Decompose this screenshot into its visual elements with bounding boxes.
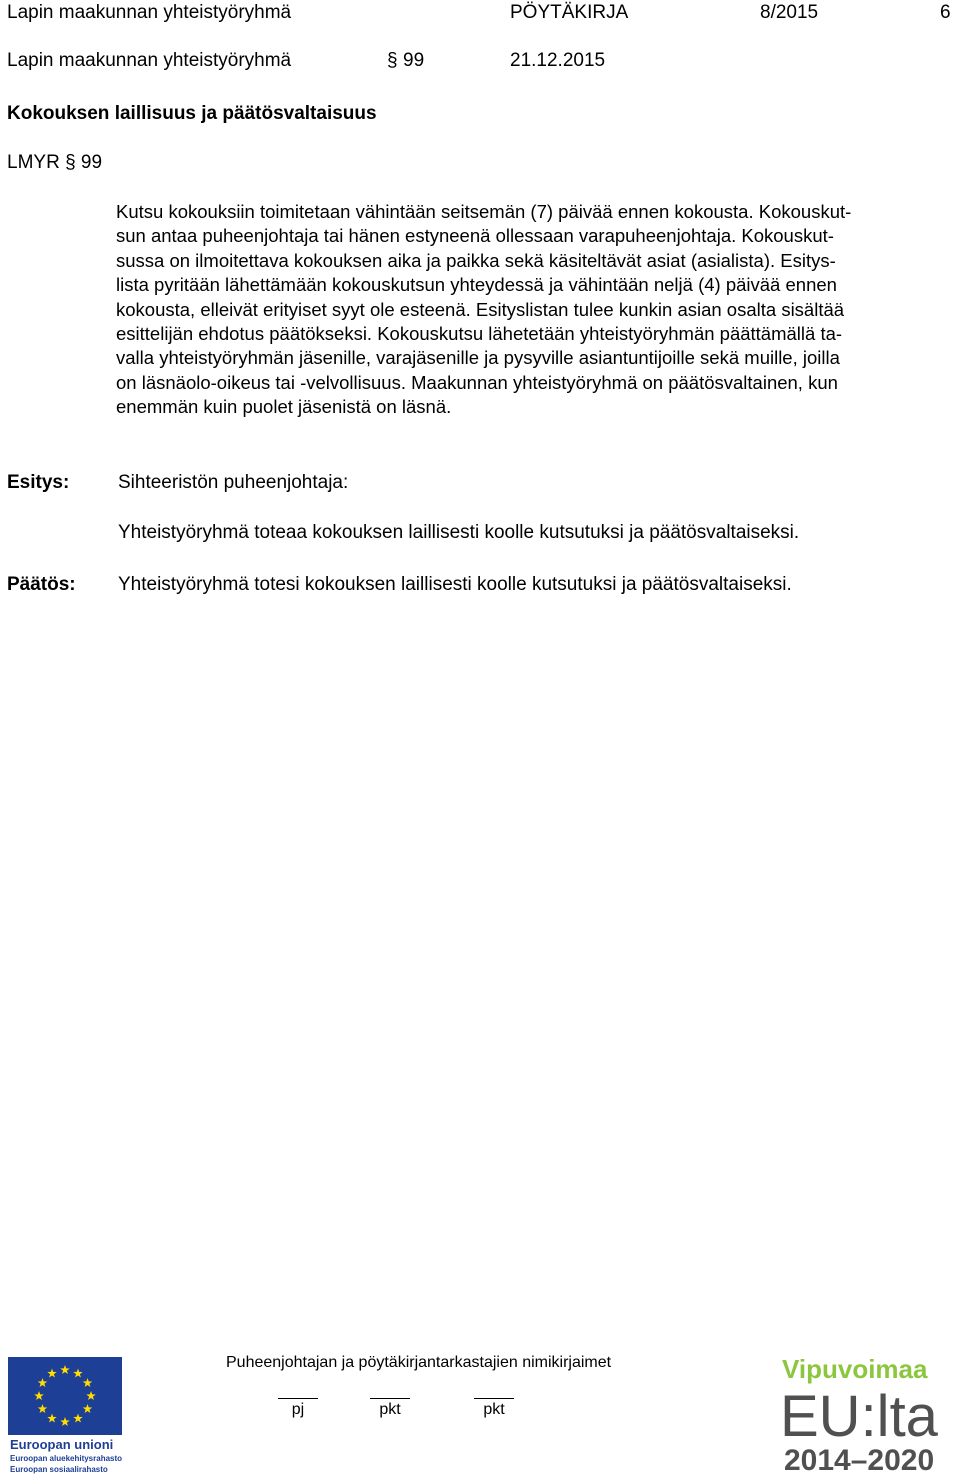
header-org: Lapin maakunnan yhteistyöryhmä <box>7 2 292 23</box>
header-doc-number: 8/2015 <box>760 2 819 23</box>
eu-logo-line1: Euroopan unioni <box>10 1437 114 1452</box>
body-line: enemmän kuin puolet jäsenistä on läsnä. <box>116 396 452 418</box>
proposal-presenter: Sihteeristön puheenjohtaja: <box>118 472 349 493</box>
subheader-date: 21.12.2015 <box>510 50 606 71</box>
body-paragraph <box>116 200 951 420</box>
signature-field-pkt-1 <box>360 1398 420 1419</box>
signature-label: pkt <box>483 1401 505 1418</box>
eu-logo-line3: Euroopan sosiaalirahasto <box>10 1465 108 1474</box>
header-page-number: 6 <box>940 2 951 23</box>
vipuvoimaa-logo-graphic <box>778 1352 956 1476</box>
signature-label: pj <box>291 1401 305 1418</box>
body-line: esittelijän ehdotus päätökseksi. Kokouskutsu lähetetään yhteistyöryhmän päättämällä ta- <box>116 323 843 345</box>
eu-flag-icon <box>8 1357 124 1475</box>
eu-logo-line2: Euroopan aluekehitysrahasto <box>10 1454 123 1463</box>
vipuvoimaa-line2: EU:lta <box>780 1384 938 1449</box>
body-line: on läsnäolo-oikeus tai -velvollisuus. Maakunnan yhteistyöryhmä on päätösvaltainen, kun <box>116 371 838 393</box>
proposal-label: Esitys: <box>7 472 70 493</box>
eu-logo <box>8 1357 124 1475</box>
section-symbol: § <box>387 50 398 71</box>
proposal-text: Yhteistyöryhmä toteaa kokouksen laillisesti koolle kutsutuksi ja päätösvaltaiseksi. <box>118 522 800 543</box>
body-line: Kutsu kokouksiin toimitetaan vähintään seitsemän (7) päivää ennen kokousta. Kokouskut- <box>116 201 852 222</box>
body-line: sussa on ilmoitettava kokouksen aika ja paikka sekä käsiteltävät asiat (asialista). Esitys- <box>116 249 836 271</box>
vipuvoimaa-logo <box>778 1352 956 1476</box>
vipuvoimaa-line3: 2014–2020 <box>784 1444 935 1476</box>
subheader-org: Lapin maakunnan yhteistyöryhmä <box>7 50 292 71</box>
section-code: LMYR § 99 <box>7 152 103 173</box>
signature-label: pkt <box>379 1401 401 1418</box>
body-line: kokousta, elleivät erityiset syyt ole esteenä. Esityslistan tulee kunkin asian osalta sisältää <box>116 298 845 320</box>
body-line: valla yhteistyöryhmän jäsenille, varajäsenille ja pysyville asiantuntijoille sekä muille, joilla <box>116 347 840 369</box>
vipuvoimaa-line1: Vipuvoimaa <box>782 1354 928 1384</box>
decision-label: Päätös: <box>7 574 76 595</box>
signature-title: Puheenjohtajan ja pöytäkirjantarkastajien nimikirjaimet <box>226 1354 612 1371</box>
signature-field-pkt-2 <box>464 1398 524 1419</box>
body-line: lista pyritään lähettämään kokouskutsun yhteydessä ja vähintään neljä (4) päivää ennen <box>116 274 837 296</box>
header-doc-type: PÖYTÄKIRJA <box>510 2 629 23</box>
page-title: Kokouksen laillisuus ja päätösvaltaisuus <box>7 103 377 124</box>
body-line: sun antaa puheenjohtaja tai hänen estyneenä ollessaan varapuheenjohtaja. Kokouskut- <box>116 225 834 247</box>
subheader-section: 99 <box>403 50 425 71</box>
signature-field-pj <box>268 1398 328 1419</box>
decision-text: Yhteistyöryhmä totesi kokouksen laillisesti koolle kutsutuksi ja päätösvaltaiseksi. <box>118 574 792 595</box>
